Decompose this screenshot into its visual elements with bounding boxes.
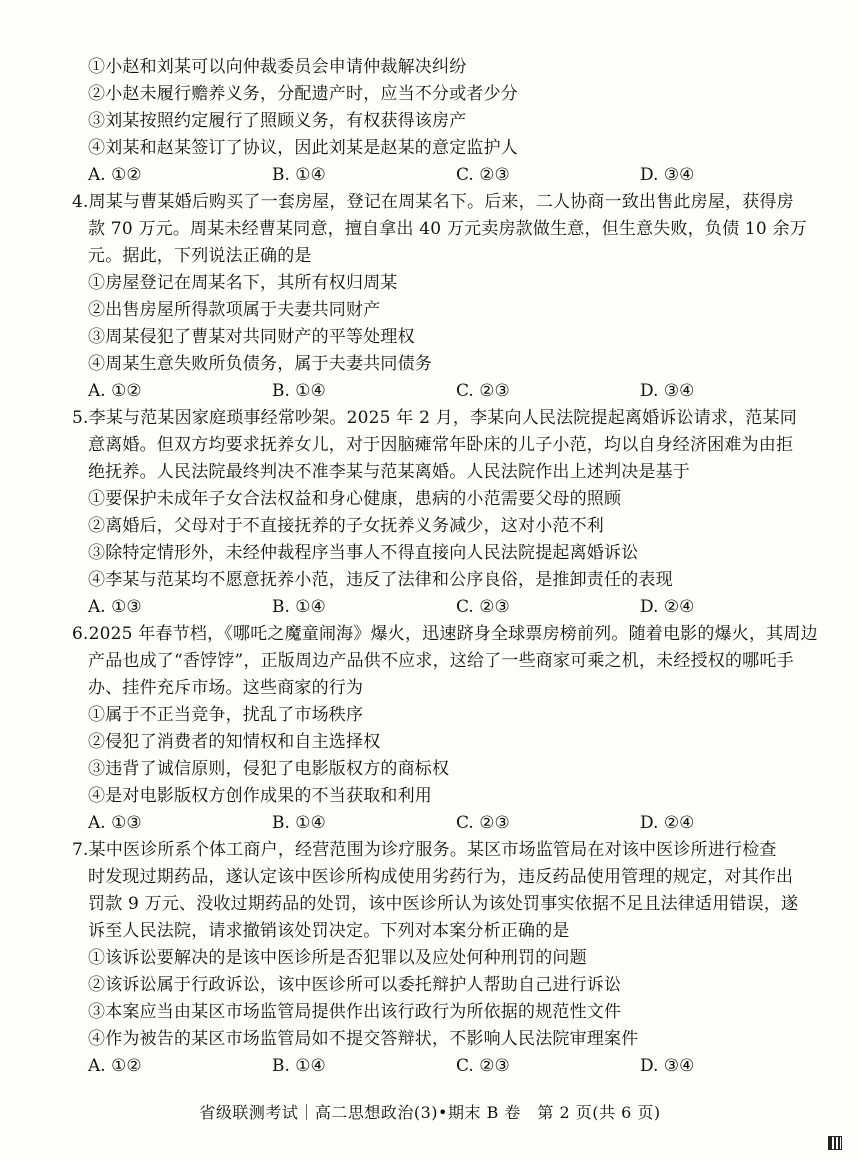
q7-option-a[interactable]: A. ①②	[88, 1056, 142, 1076]
q6-item-2: ②侵犯了消费者的知情权和自主选择权	[88, 732, 381, 752]
q3-option-b[interactable]: B. ①④	[272, 165, 326, 185]
page-footer: 省级联测考试｜高二思想政治(3)•期末 B 卷 第 2 页(共 6 页)	[199, 1103, 661, 1122]
q7-stem-line-3: 罚款 9 万元、没收过期药品的处罚，该中医诊所认为该处罚事实依据不足且法律适用错误，遂	[88, 894, 799, 914]
q6-option-d[interactable]: D. ②④	[640, 813, 695, 833]
q6-option-c[interactable]: C. ②③	[456, 813, 510, 833]
q7-stem-line-1: 7.某中医诊所系个体工商户，经营范围为诊疗服务。某区市场监管局在对该中医诊所进行检查	[72, 840, 777, 860]
q3-item-1: ①小赵和刘某可以向仲裁委员会申请仲裁解决纠纷	[88, 57, 467, 77]
q7-stem-line-4: 诉至人民法院，请求撤销该处罚决定。下列对本案分析正确的是	[88, 921, 570, 941]
q7-item-2: ②该诉讼属于行政诉讼，该中医诊所可以委托辩护人帮助自己进行诉讼	[88, 975, 622, 995]
q3-item-4: ④刘某和赵某签订了协议，因此刘某是赵某的意定监护人	[88, 138, 518, 158]
q5-option-c[interactable]: C. ②③	[456, 597, 510, 617]
q5-stem-line-2: 意离婚。但双方均要求抚养女儿，对于因脑瘫常年卧床的儿子小范，均以自身经济困难为由拒	[88, 435, 794, 455]
q5-stem-line-3: 绝抚养。人民法院最终判决不准李某与范某离婚。人民法院作出上述判决是基于	[88, 462, 690, 482]
q6-item-3: ③违背了诚信原则，侵犯了电影版权方的商标权	[88, 759, 450, 779]
q7-item-4: ④作为被告的某区市场监管局如不提交答辩状，不影响人民法院审理案件	[88, 1029, 639, 1049]
question-6	[72, 621, 818, 837]
q5-item-2: ②离婚后，父母对于不直接抚养的子女抚养义务减少，这对小范不利	[88, 516, 604, 536]
q7-stem-line-2: 时发现过期药品，遂认定该中医诊所构成使用劣药行为，违反药品使用管理的规定，对其作出	[88, 867, 794, 887]
q4-item-1: ①房屋登记在周某名下，其所有权归周某	[88, 273, 398, 293]
q7-item-3: ③本案应当由某区市场监管局提供作出该行政行为所依据的规范性文件	[88, 1002, 622, 1022]
q3-options	[88, 162, 808, 189]
q3-item-2: ②小赵未履行赡养义务，分配遗产时，应当不分或者少分	[88, 84, 518, 104]
q3-option-a[interactable]: A. ①②	[88, 165, 142, 185]
q3-option-d[interactable]: D. ③④	[640, 165, 695, 185]
page-content	[72, 54, 818, 1080]
q5-option-b[interactable]: B. ①④	[272, 597, 326, 617]
q4-options	[88, 378, 808, 405]
q4-item-3: ③周某侵犯了曹某对共同财产的平等处理权	[88, 327, 415, 347]
q5-item-4: ④李某与范某均不愿意抚养小范，违反了法律和公序良俗，是推卸责任的表现	[88, 570, 673, 590]
q5-item-1: ①要保护未成年子女合法权益和身心健康，患病的小范需要父母的照顾	[88, 489, 622, 509]
q4-stem-line-2: 款 70 万元。周某未经曹某同意，擅自拿出 40 万元卖房款做生意，但生意失败，负债 10 余万	[88, 219, 807, 239]
q4-item-4: ④周某生意失败所负债务，属于夫妻共同债务	[88, 354, 432, 374]
q3-item-3: ③刘某按照约定履行了照顾义务，有权获得该房产	[88, 111, 467, 131]
q3-option-c[interactable]: C. ②③	[456, 165, 510, 185]
q6-option-b[interactable]: B. ①④	[272, 813, 326, 833]
q4-option-b[interactable]: B. ①④	[272, 381, 326, 401]
q7-item-1: ①该诉讼要解决的是该中医诊所是否犯罪以及应处何种刑罚的问题	[88, 948, 587, 968]
q4-option-a[interactable]: A. ①②	[88, 381, 142, 401]
question-5	[72, 405, 808, 621]
q4-option-c[interactable]: C. ②③	[456, 381, 510, 401]
q4-option-d[interactable]: D. ③④	[640, 381, 695, 401]
q4-stem-line-1: 4.周某与曹某婚后购买了一套房屋，登记在周某名下。后来，二人协商一致出售此房屋，获得房	[72, 192, 794, 212]
qr-code-icon	[828, 1136, 842, 1150]
q6-stem-line-2: 产品也成了“香饽饽”，正版周边产品供不应求，这给了一些商家可乘之机，未经授权的哪吒手	[88, 651, 794, 671]
q5-item-3: ③除特定情形外，未经仲裁程序当事人不得直接向人民法院提起离婚诉讼	[88, 543, 639, 563]
q6-options	[88, 810, 808, 837]
question-7	[72, 837, 808, 1080]
q6-item-4: ④是对电影版权方创作成果的不当获取和利用	[88, 786, 432, 806]
q4-stem-line-3: 元。据此，下列说法正确的是	[88, 246, 312, 266]
q4-item-2: ②出售房屋所得款项属于夫妻共同财产	[88, 300, 381, 320]
q7-option-b[interactable]: B. ①④	[272, 1056, 326, 1076]
q6-item-1: ①属于不正当竞争，扰乱了市场秩序	[88, 705, 364, 725]
q5-option-d[interactable]: D. ②④	[640, 597, 695, 617]
q5-options	[88, 594, 808, 621]
q7-options	[88, 1053, 808, 1080]
q6-stem-line-3: 办、挂件充斥市场。这些商家的行为	[88, 678, 364, 698]
q5-stem-line-1: 5.李某与范某因家庭琐事经常吵架。2025 年 2 月，李某向人民法院提起离婚诉讼请求，范某同	[72, 408, 797, 428]
q6-stem-line-1: 6.2025 年春节档，《哪吒之魔童闹海》爆火，迅速跻身全球票房榜前列。随着电影的爆火，其周边	[72, 624, 818, 644]
corner-watermark	[828, 1136, 842, 1150]
q5-option-a[interactable]: A. ①③	[88, 597, 142, 617]
question-3-tail	[88, 54, 808, 189]
question-4	[72, 189, 808, 405]
q6-option-a[interactable]: A. ①③	[88, 813, 142, 833]
q7-option-c[interactable]: C. ②③	[456, 1056, 510, 1076]
q7-option-d[interactable]: D. ③④	[640, 1056, 695, 1076]
